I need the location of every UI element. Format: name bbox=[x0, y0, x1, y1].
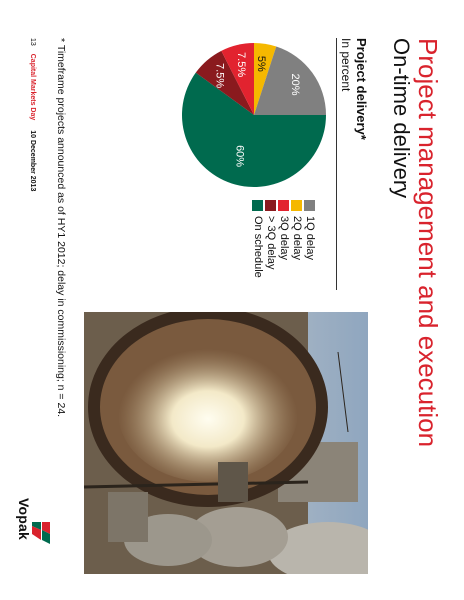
footer bbox=[29, 38, 36, 191]
vopak-logo bbox=[12, 498, 52, 568]
legend-label: > 3Q delay bbox=[265, 216, 277, 270]
legend-swatch bbox=[305, 200, 316, 211]
pie-label-2: 7.5% bbox=[234, 52, 247, 78]
event-name: Capital Markets Day bbox=[29, 53, 36, 121]
pie-label-4: 20% bbox=[288, 73, 301, 96]
logo-text: Vopak bbox=[16, 498, 32, 540]
legend-label: 2Q delay bbox=[291, 216, 303, 261]
legend-label: 3Q delay bbox=[278, 216, 290, 261]
page-title: Project management and execution bbox=[413, 38, 443, 448]
legend-swatch bbox=[266, 200, 277, 211]
storage-terminal-photo bbox=[84, 312, 368, 574]
page-subtitle: On-time delivery bbox=[389, 38, 414, 199]
chart-legend bbox=[251, 200, 316, 278]
legend-item bbox=[304, 200, 316, 278]
chart-unit-label: In percent bbox=[339, 38, 353, 92]
event-date: 10 December 2013 bbox=[29, 130, 36, 192]
page-number: 13 bbox=[29, 38, 36, 46]
legend-label: 1Q delay bbox=[304, 216, 316, 261]
title-divider bbox=[336, 38, 337, 290]
legend-item bbox=[252, 200, 264, 278]
legend-item bbox=[278, 200, 290, 278]
legend-swatch bbox=[279, 200, 290, 211]
chart-title: Project delivery* bbox=[354, 38, 369, 140]
legend-item bbox=[291, 200, 303, 278]
legend-swatch bbox=[292, 200, 303, 211]
pie-label-1: 7.5% bbox=[213, 63, 226, 89]
legend-label: On schedule bbox=[252, 216, 264, 278]
footnote: * Timeframe projects announced as of HY1 2012; delay in commissioning; n = 24. bbox=[55, 38, 67, 418]
legend-item bbox=[265, 200, 277, 278]
pie-label-0: 60% bbox=[233, 145, 246, 168]
pie-label-3: 5% bbox=[255, 55, 268, 72]
pie-chart bbox=[179, 40, 329, 190]
legend-swatch bbox=[253, 200, 264, 211]
